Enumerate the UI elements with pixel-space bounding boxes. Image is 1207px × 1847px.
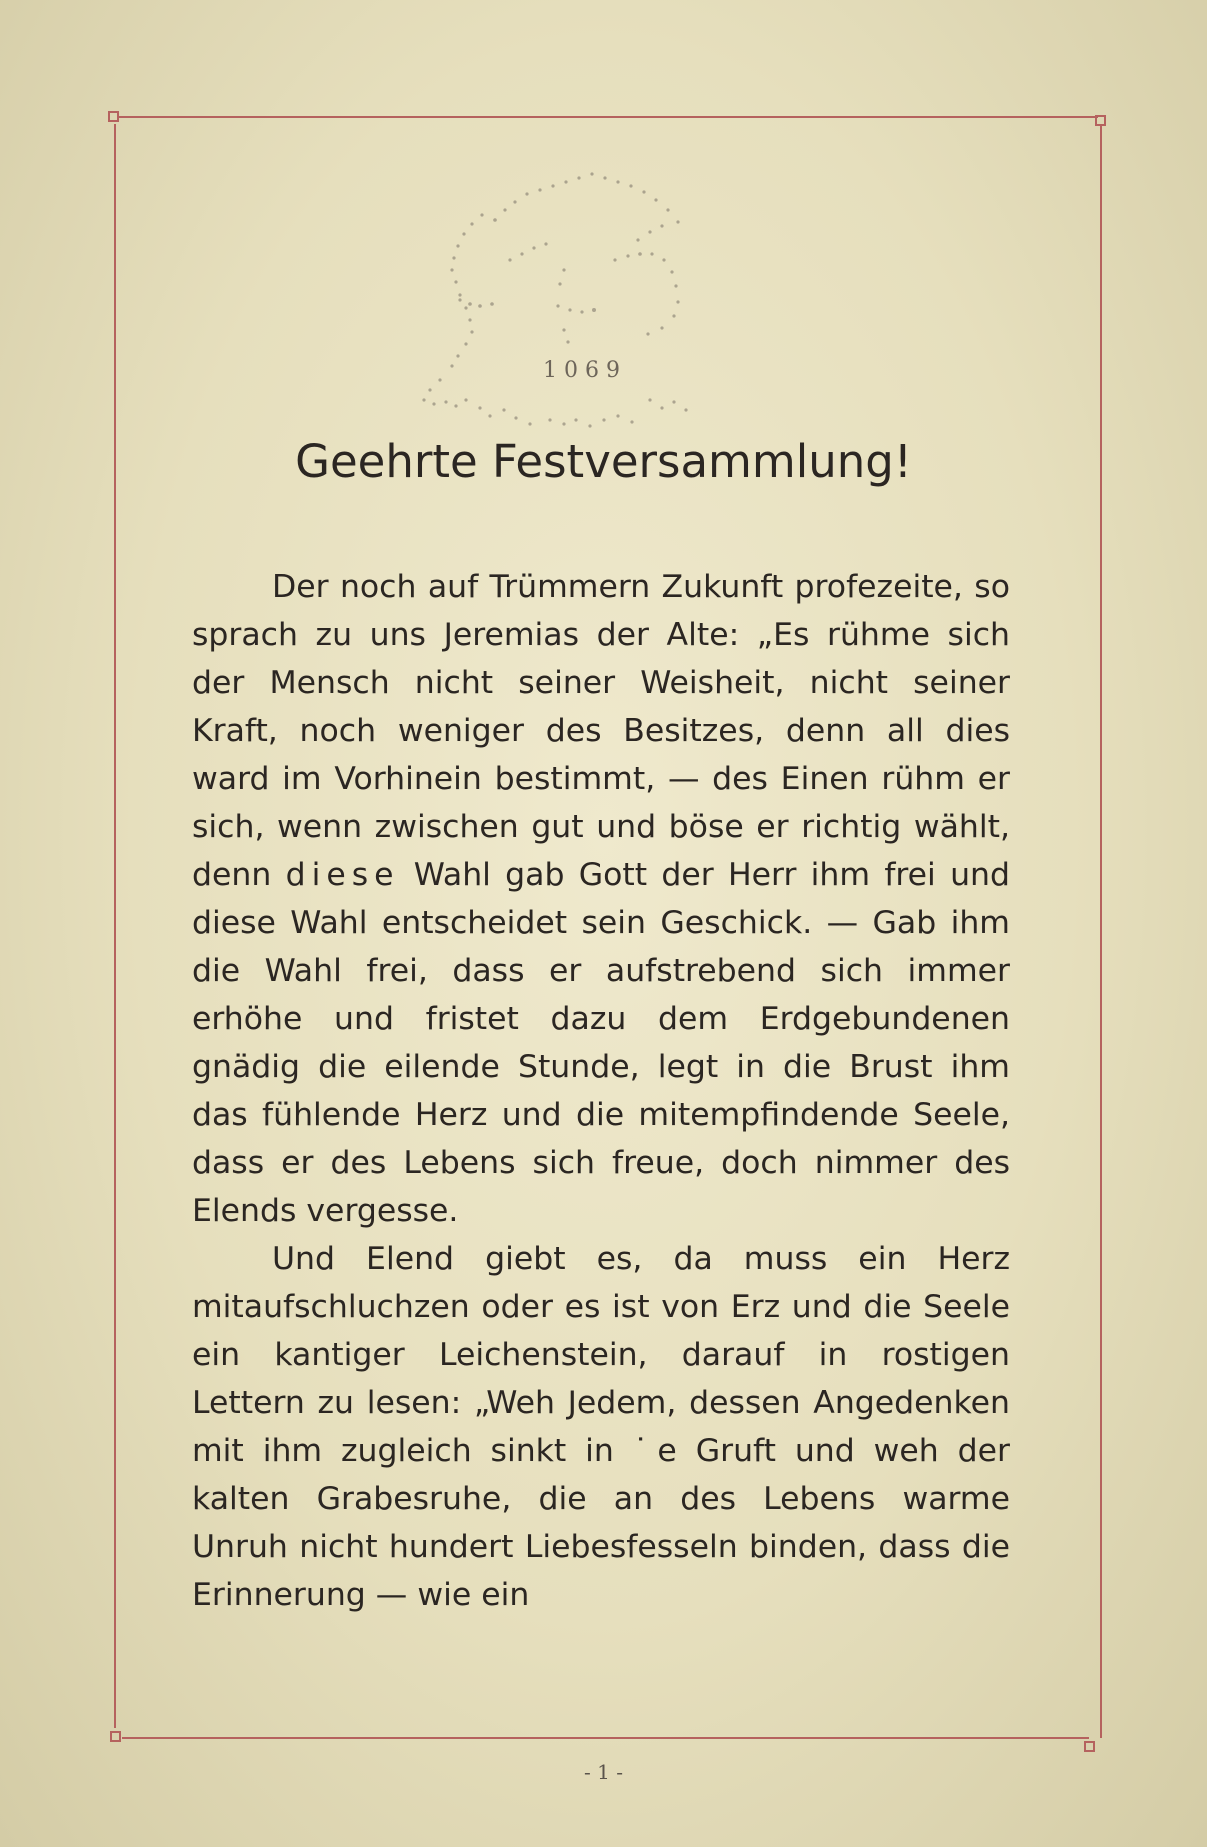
frame-top-line xyxy=(118,116,1098,118)
frame-bottom-line xyxy=(122,1737,1089,1739)
paragraph-1-text-a: Der noch auf Trümmern Zukunft profezeite, so sprach zu uns Jeremias der Alte: „Es rühme sich der Mensch nicht seiner Weisheit, nicht seiner Kraft, noch weniger des Besitzes, denn all dies ward im Vorhinein bestimmt, — des Einen rühm er sich, wenn zwischen gut und böse er richtig wählt, denn xyxy=(192,569,1010,893)
paragraph-1-emphasis: diese xyxy=(285,857,400,893)
frame-right-line xyxy=(1100,126,1102,1738)
frame-corner-top-right xyxy=(1095,115,1106,126)
frame-corner-top-left xyxy=(108,111,119,122)
letter-body xyxy=(192,563,1010,1619)
stamp-number: 1069 xyxy=(543,358,627,383)
page-number: - 1 - xyxy=(584,1760,623,1784)
embossed-stamp-icon xyxy=(400,120,780,430)
paragraph-2: Und Elend giebt es, da muss ein Herz mitaufschluchzen oder es ist von Erz und die Seele ein kantiger Leichenstein, darauf in rostigen Lettern zu lesen: „Weh Jedem, dessen Angedenken mit ihm zugleich sinkt in ˙e Gruft und weh der kalten Grabesruhe, die an des Lebens warme Unruh nicht hundert Liebesfesseln binden, dass die Erinnerung — wie ein xyxy=(192,1241,1010,1613)
frame-corner-bottom-right xyxy=(1084,1741,1095,1752)
paragraph-1 xyxy=(192,563,1010,1235)
paragraph-1-text-b: Wahl gab Gott der Herr ihm frei und diese Wahl entscheidet sein Geschick. — Gab ihm die Wahl frei, dass er aufstrebend sich immer erhöhe und fristet dazu dem Erdgebundenen gnädig die eilende Stunde, legt in die Brust ihm das fühlende Herz und die mitempfindende Seele, dass er des Lebens sich freue, doch nimmer des Elends vergesse. xyxy=(192,857,1010,1229)
page-title: Geehrte Festversammlung! xyxy=(295,435,912,488)
frame-corner-bottom-left xyxy=(110,1731,121,1742)
frame-left-line xyxy=(114,124,116,1728)
